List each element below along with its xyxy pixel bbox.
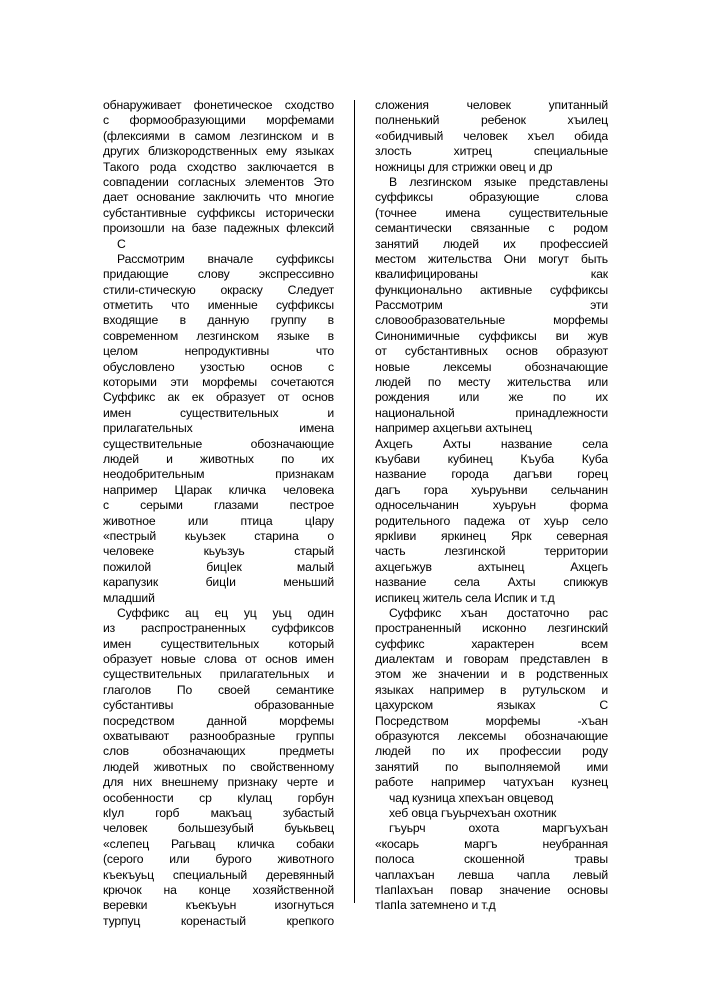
text-line: национальной принадлежности: [375, 405, 608, 420]
text-line: Посредством морфемы -хъан: [375, 713, 608, 728]
text-line: къубави кубинец Къуба Куба: [375, 451, 608, 466]
text-line: гъуьрч охота маргъухъан: [389, 821, 608, 836]
text-line: «слепец Рагьвац кличка собаки: [103, 836, 334, 851]
text-line: других близкородственных ему языках: [103, 144, 334, 159]
text-line: современном лезгинском языке в: [103, 328, 334, 343]
text-line: сложения человек упитанный: [375, 98, 608, 112]
text-line: ножницы для стрижки овец и др: [375, 159, 553, 174]
text-line: Суффикс ак ек образует от основ: [103, 390, 334, 405]
text-line: суффиксы образующие слова: [375, 190, 608, 205]
text-line: людей по их профессии роду: [375, 744, 608, 759]
text-line: «пестрый кьуьзек старина о: [103, 528, 334, 543]
text-line: образует новые слова от основ имен: [103, 652, 334, 667]
text-line: функционально активные суффиксы: [375, 282, 608, 297]
text-line: Суффикс хъан достаточно рас: [389, 605, 608, 620]
text-line: веревки къекъуьн изогнуться: [103, 898, 334, 913]
text-line: карапузик бицIи меньший: [103, 575, 334, 590]
text-line: для них внешнему признаку черте и: [103, 775, 334, 790]
text-line: С: [117, 236, 126, 251]
text-line: человеке кьуьзуь старый: [103, 544, 334, 559]
text-line: входящие в данную группу в: [103, 313, 334, 328]
text-line: например ЦIарак кличка человека: [103, 482, 334, 497]
text-line: людей животных по свойственному: [103, 759, 334, 774]
text-line: чаплахъан левша чапла левый: [375, 867, 608, 882]
text-line: например ахцегьви ахтынец: [375, 421, 532, 436]
text-line: целом непродуктивны что: [103, 344, 334, 359]
text-line: особенности ср кIулац горбун: [103, 790, 334, 805]
text-line: от субстантивных основ образуют: [375, 344, 608, 359]
text-line: слов обозначающих предметы: [103, 744, 334, 759]
text-line: младший: [103, 590, 155, 605]
text-line: диалектам и говорам представлен в: [375, 652, 608, 667]
text-line: полоса скошенной травы: [375, 852, 608, 867]
text-line: часть лезгинской территории: [375, 544, 608, 559]
text-line: Рассмотрим эти: [375, 298, 608, 313]
text-line: тIапIа затемнено и т.д: [375, 898, 496, 913]
text-line: субстантивы образованные: [103, 698, 334, 713]
text-line: дает основание заключить что многие: [103, 190, 334, 205]
text-line: «обидчивый человек хъел обида: [375, 128, 608, 143]
text-line: прилагательных имена: [103, 421, 334, 436]
text-line: тIапIахъан повар значение основы: [375, 882, 608, 897]
text-line: придающие слову экспрессивно: [103, 267, 334, 282]
text-line: квалифицированы как: [375, 267, 608, 282]
text-line: отметить что именные суффиксы: [103, 298, 334, 313]
text-line: кIул горб макъац зубастый: [103, 805, 334, 820]
text-line: Суффикс ац ец уц уьц один: [117, 605, 334, 620]
text-line: занятий людей их профессией: [375, 236, 608, 251]
text-line: субстантивные суффиксы исторически: [103, 205, 334, 220]
text-line: с формообразующими морфемами: [103, 113, 334, 128]
text-line: глаголов По своей семантике: [103, 682, 334, 697]
text-line: Такого рода сходство заключается в: [103, 159, 334, 174]
text-line: полненький ребенок хъилец: [375, 113, 608, 128]
text-line: имен существительных который: [103, 636, 334, 651]
right-text-column: [375, 98, 608, 914]
text-line: (точнее имена существительные: [375, 205, 608, 220]
text-line: турпуц коренастый крепкого: [103, 913, 334, 928]
text-line: цахурском языках С: [375, 698, 608, 713]
text-line: словообразовательные морфемы: [375, 313, 608, 328]
text-line: работе например чатухъан кузнец: [375, 775, 608, 790]
column-divider: [354, 100, 355, 903]
text-line: къекъуьц специальный деревянный: [103, 867, 334, 882]
text-line: злость хитрец специальные: [375, 144, 608, 159]
text-line: совпадении согласных элементов Это: [103, 174, 334, 189]
text-line: существительные обозначающие: [103, 436, 334, 451]
text-line: яркIиви яркинец Ярк северная: [375, 528, 608, 543]
text-line: обнаруживает фонетическое сходство: [103, 98, 334, 112]
text-line: (флексиями в самом лезгинском и в: [103, 128, 334, 143]
text-line: людей и животных по их: [103, 451, 334, 466]
text-line: крючок на конце хозяйственной: [103, 882, 334, 897]
text-line: человек большезубый буькьвец: [103, 821, 334, 836]
text-line: пространенный исконно лезгинский: [375, 621, 608, 636]
text-line: Ахцегь Ахты название села: [375, 436, 608, 451]
text-line: этом же значении и в родственных: [375, 667, 608, 682]
text-line: название села Ахты спикжув: [375, 575, 608, 590]
text-line: новые лексемы обозначающие: [375, 359, 608, 374]
text-line: посредством данной морфемы: [103, 713, 334, 728]
text-line: охватывают разнообразные группы: [103, 729, 334, 744]
text-line: местом жительства Они могут быть: [375, 251, 608, 266]
text-line: суффикс характерен всем: [375, 636, 608, 651]
text-line: ахцегьжув ахтынец Ахцегь: [375, 559, 608, 574]
text-line: животное или птица цIару: [103, 513, 334, 528]
text-line: рождения или же по их: [375, 390, 608, 405]
text-line: (серого или бурого животного: [103, 852, 334, 867]
text-line: односельчанин хуьруьн форма: [375, 498, 608, 513]
text-line: стили-стическую окраску Следует: [103, 282, 334, 297]
text-line: родительного падежа от хуьр село: [375, 513, 608, 528]
text-line: «косарь маргъ неубранная: [375, 836, 608, 851]
text-line: хеб овца гъуьрчехъан охотник: [389, 805, 557, 820]
text-line: неодобрительным признакам: [103, 467, 334, 482]
text-line: семантически связанные с родом: [375, 221, 608, 236]
text-line: существительных прилагательных и: [103, 667, 334, 682]
text-line: название города дагъви горец: [375, 467, 608, 482]
text-line: В лезгинском языке представлены: [389, 174, 608, 189]
text-line: Синонимичные суффиксы ви жув: [375, 328, 608, 343]
text-line: испикец житель села Испик и т.д: [375, 590, 555, 605]
text-line: занятий по выполняемой ими: [375, 759, 608, 774]
text-line: дагъ гора хуьруьнви сельчанин: [375, 482, 608, 497]
text-line: с серыми глазами пестрое: [103, 498, 334, 513]
text-line: чад кузница хпехъан овцевод: [389, 790, 554, 805]
text-line: произошли на базе падежных флексий: [103, 221, 334, 236]
text-line: имен существительных и: [103, 405, 334, 420]
left-text-column: [103, 98, 334, 929]
text-line: которыми эти морфемы сочетаются: [103, 375, 334, 390]
text-line: обусловлено узостью основ с: [103, 359, 334, 374]
text-line: пожилой бицIек малый: [103, 559, 334, 574]
text-line: людей по месту жительства или: [375, 375, 608, 390]
text-line: языках например в рутульском и: [375, 682, 608, 697]
text-line: из распространенных суффиксов: [103, 621, 334, 636]
text-line: Рассмотрим вначале суффиксы: [117, 251, 334, 266]
text-line: образуются лексемы обозначающие: [375, 729, 608, 744]
